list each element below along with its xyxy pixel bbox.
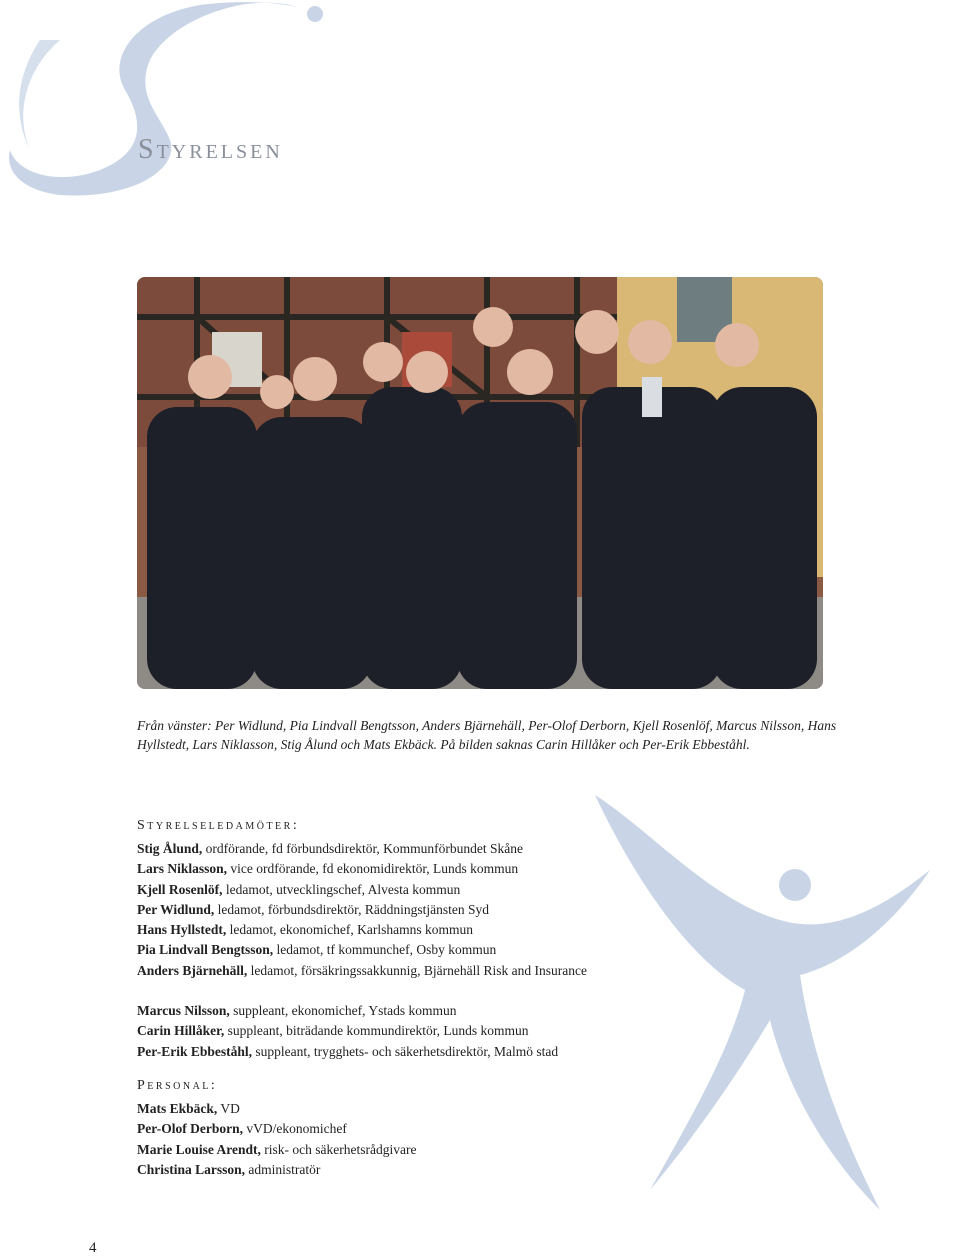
board-deputy [137,1001,587,1021]
board-section [137,818,587,1062]
member-name: Carin Hillåker, [137,1023,225,1039]
board-deputy [137,1021,587,1041]
page-number: 4 [89,1240,97,1256]
member-name: Mats Ekbäck, [137,1101,218,1116]
decorative-figure-ornament [590,790,960,1220]
member-role: ledamot, försäkringssakkunnig, Bjärnehäll Risk and Insurance [247,962,587,978]
member-name: Per-Erik Ebbeståhl, [137,1043,253,1059]
member-role: ordförande, fd förbundsdirektör, Kommunförbundet Skåne [202,841,524,856]
member-name: Pia Lindvall Bengtsson, [137,942,274,958]
member-name: Per Widlund, [137,901,215,917]
member-name: Per-Olof Derborn, [137,1121,243,1137]
decorative-s-ornament [0,0,340,210]
member-role: ledamot, förbundsdirektör, Räddningstjänsten Syd [214,901,489,917]
board-member [137,839,587,859]
staff-section [137,1078,416,1180]
member-name: Marie Louise Arendt, [137,1141,261,1157]
member-role: suppleant, trygghets- och säkerhetsdirektör, Malmö stad [252,1043,559,1059]
member-name: Marcus Nilsson, [137,1003,230,1019]
member-role: ledamot, utvecklingschef, Alvesta kommun [222,881,461,897]
member-name: Lars Niklasson, [137,861,228,877]
staff-member [137,1099,416,1119]
staff-member [137,1119,416,1139]
photo-caption: Från vänster: Per Widlund, Pia Lindvall Bengtsson, Anders Bjärnehäll, Per-Olof Derborn, Kjell Rosenlöf, Marcus Nilsson, Hans Hyllstedt, Lars Niklasson, Stig Ålund och Mats Ekbäck. På bilden saknas Carin Hillåker och Per-Erik Ebbeståhl. [137,717,837,752]
member-name: Hans Hyllstedt, [137,922,227,938]
member-name: Anders Bjärnehäll, [137,962,248,978]
member-role: VD [217,1101,240,1116]
member-role: administratör [245,1161,321,1177]
member-role: ledamot, ekonomichef, Karlshamns kommun [226,922,473,938]
member-role: vVD/ekonomichef [242,1121,347,1137]
board-member [137,920,587,940]
staff-member [137,1140,416,1160]
member-role: ledamot, tf kommunchef, Osby kommun [273,942,497,958]
member-role: risk- och säkerhetsrådgivare [260,1141,417,1157]
board-member [137,961,587,981]
board-member [137,940,587,960]
member-role: suppleant, biträdande kommundirektör, Lunds kommun [224,1023,529,1039]
staff-title: Personal: [137,1078,218,1093]
board-member [137,859,587,879]
board-title: Styrelseledamöter: [137,818,300,833]
staff-member [137,1160,416,1180]
member-role: suppleant, ekonomichef, Ystads kommun [229,1003,457,1019]
member-name: Christina Larsson, [137,1161,246,1177]
board-member [137,880,587,900]
member-name: Kjell Rosenlöf, [137,881,223,897]
board-member [137,900,587,920]
group-photo [137,277,823,689]
board-deputy [137,1042,587,1062]
member-role: vice ordförande, fd ekonomidirektör, Lunds kommun [227,861,519,877]
member-name: Stig Ålund, [137,841,203,856]
page-title: Styrelsen [138,134,283,165]
